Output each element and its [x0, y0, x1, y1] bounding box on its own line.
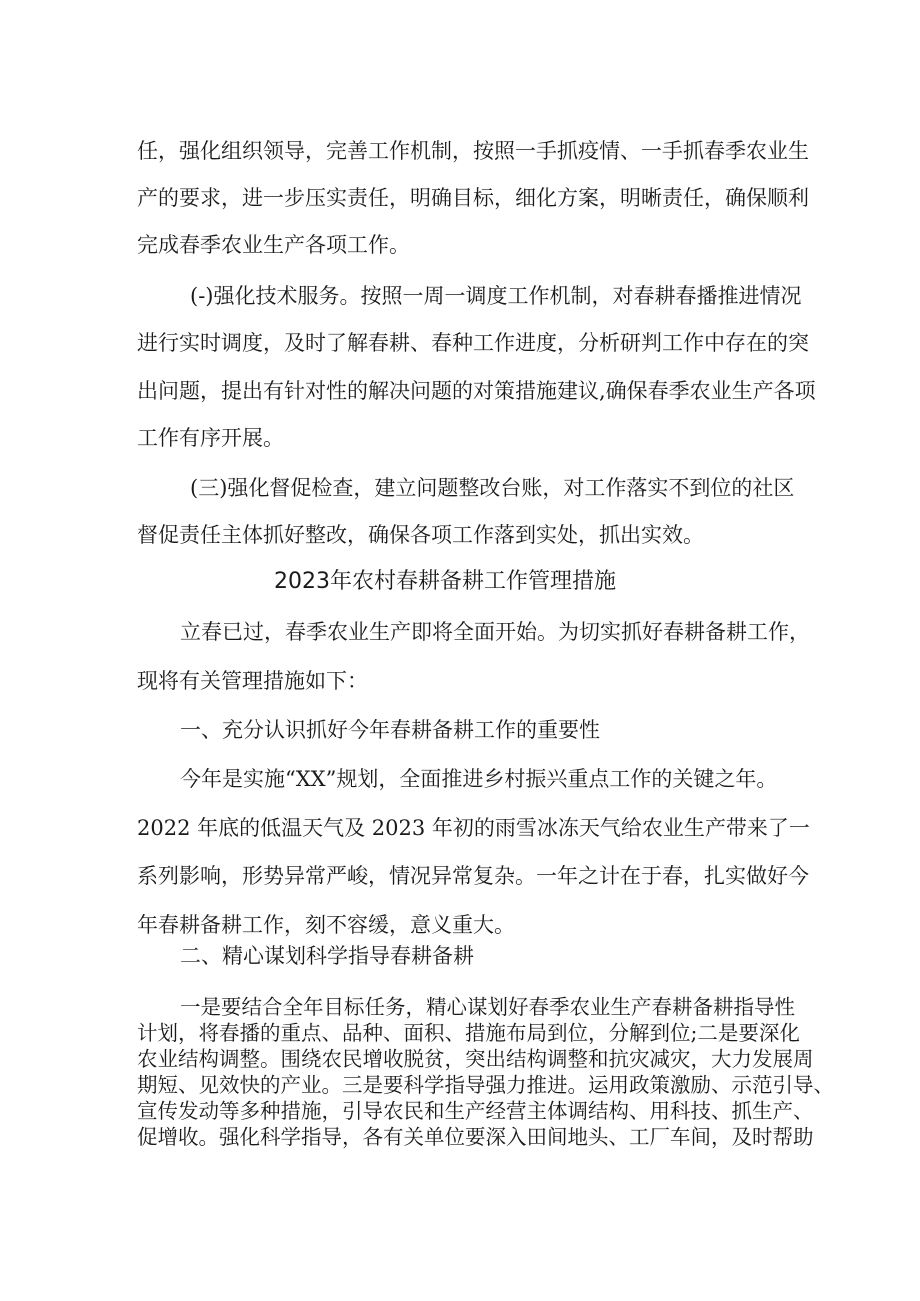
text-line: 今年是实施“XX”规划，全面推进乡村振兴重点工作的关键之年。	[180, 767, 778, 791]
text-line: 完成春季农业生产各项工作。	[137, 233, 410, 257]
text-line: 农业结构调整。围绕农民增收脱贫，突出结构调整和抗灾减灾，大力发展周	[137, 1047, 814, 1071]
text-line: 一是要结合全年目标任务，精心谋划好春季农业生产春耕备耕指导性	[180, 995, 795, 1019]
document-title: 2023年农村春耕备耕工作管理措施	[274, 569, 616, 594]
text-line: 宣传发动等多种措施，引导农民和生产经营主体调结构、用科技、抓生产、	[137, 1099, 814, 1123]
section-heading: 二、精心谋划科学指导春耕备耕	[180, 944, 474, 968]
text-line: 现将有关管理措施如下：	[137, 669, 368, 693]
text-line: 2022 年底的低温天气及 2023 年初的雨雪冰冻天气给农业生产带来了一	[137, 816, 810, 840]
text-line: 出问题，提出有针对性的解决问题的对策措施建议,确保春季农业生产各项	[137, 379, 816, 403]
text-line: 产的要求，进一步压实责任，明确目标，细化方案，明晰责任，确保顺利	[137, 186, 809, 210]
text-line: 工作有序开展。	[137, 426, 284, 450]
text-line: 立春已过，春季农业生产即将全面开始。为切实抓好春耕备耕工作，	[180, 620, 810, 644]
section-heading: 一、充分认识抓好今年春耕备耕工作的重要性	[180, 718, 600, 742]
text-line: 计划，将春播的重点、品种、面积、措施布局到位，分解到位;二是要深化	[137, 1021, 800, 1045]
text-line: 期短、见效快的产业。三是要科学指导强力推进。运用政策激励、示范引导、	[137, 1073, 834, 1097]
text-line: 年春耕备耕工作，刻不容缓，意义重大。	[137, 913, 515, 937]
text-line: 进行实时调度，及时了解春耕、春种工作进度，分析研判工作中存在的突	[137, 331, 809, 355]
text-line: 任，强化组织领导，完善工作机制，按照一手抓疫情、一手抓春季农业生	[137, 139, 809, 163]
text-line: 督促责任主体抓好整改，确保各项工作落到实处，抓出实效。	[137, 523, 704, 547]
text-line: 系列影响，形势异常严峻，情况异常复杂。一年之计在于春，扎实做好今	[137, 864, 809, 888]
text-line: 促增收。强化科学指导，各有关单位要深入田间地头、工厂车间，及时帮助	[137, 1125, 814, 1149]
text-line: (三)强化督促检查，建立问题整改台账，对工作落实不到位的社区	[190, 476, 795, 500]
text-line: (-)强化技术服务。按照一周一调度工作机制，对春耕春播推进情况	[190, 284, 802, 308]
